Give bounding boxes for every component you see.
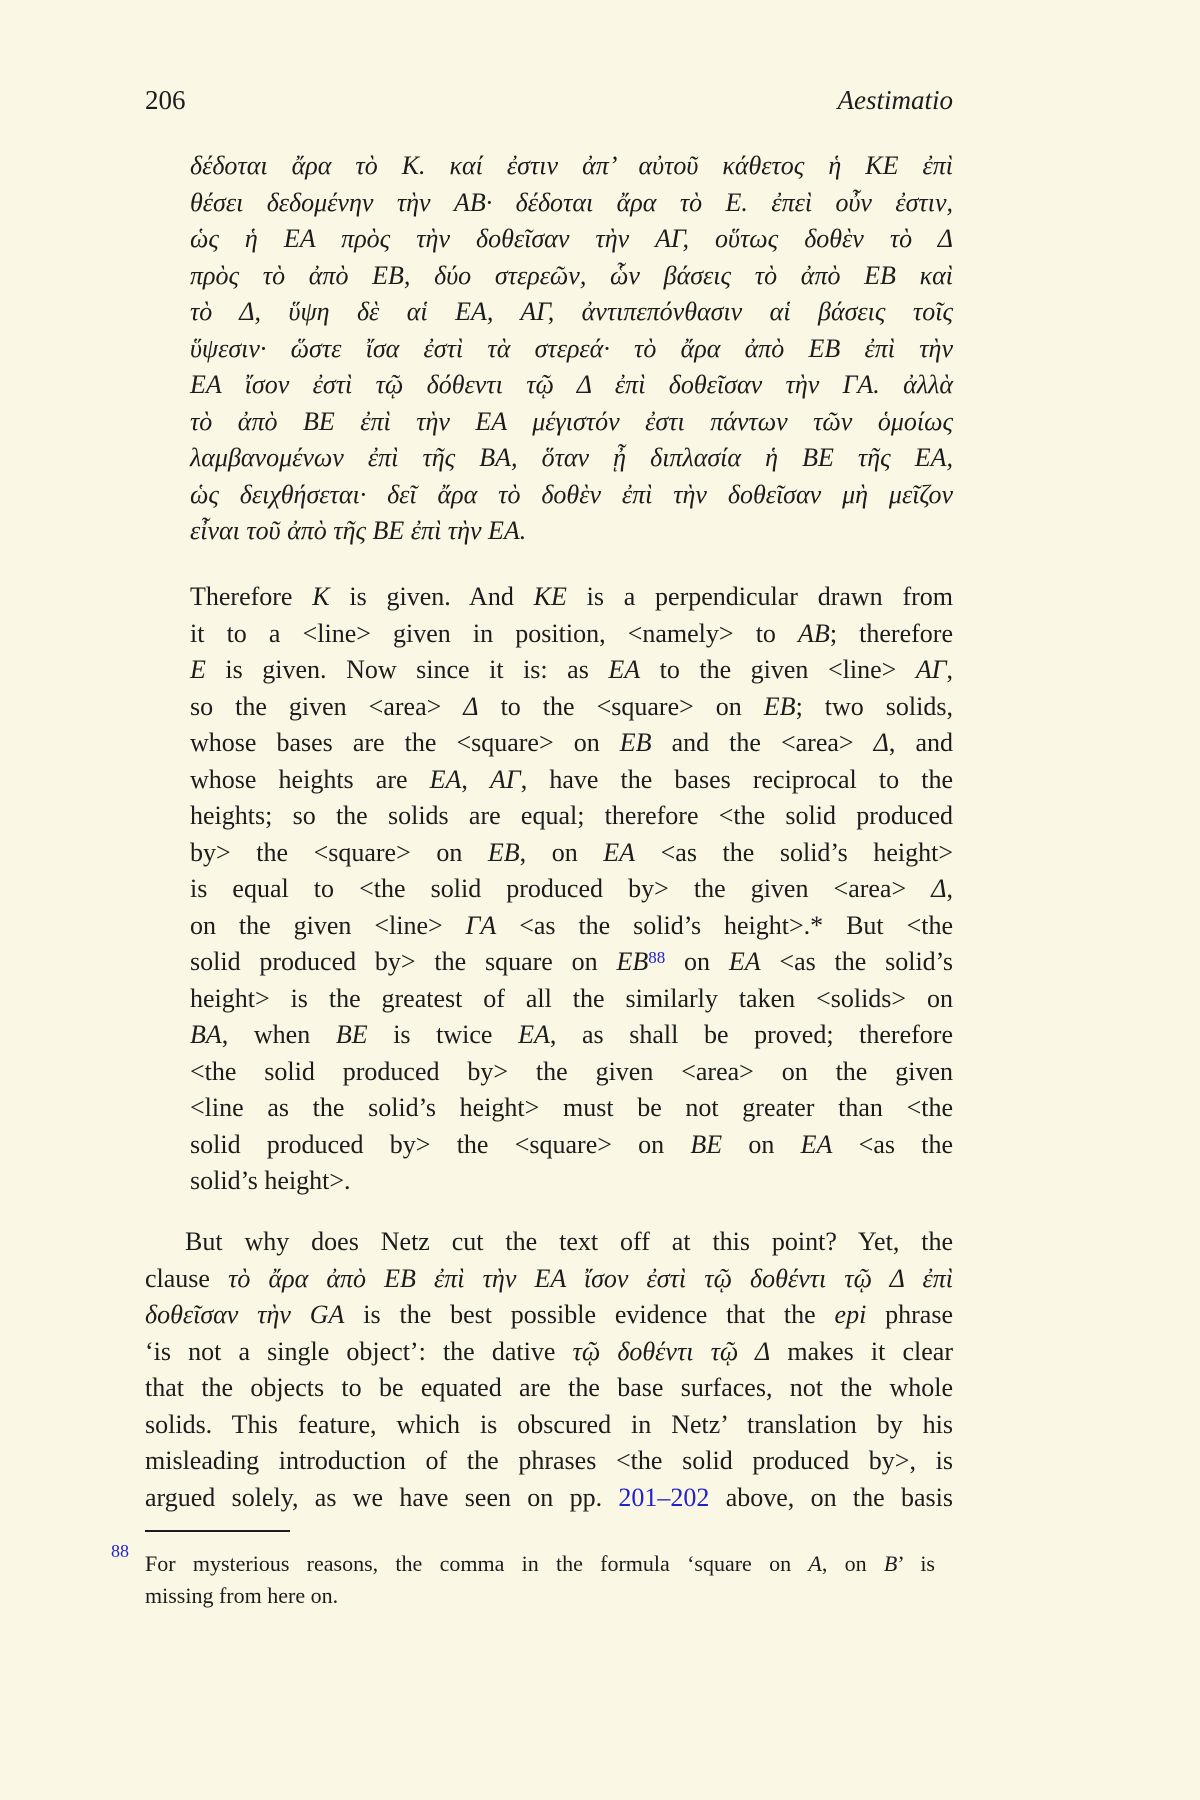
english-translation-block	[190, 579, 953, 1200]
text-line	[190, 871, 953, 908]
text-segment: whose heights are	[190, 764, 430, 794]
math-italic: A	[808, 1551, 822, 1576]
text-line	[190, 294, 953, 331]
text-segment: πρὸς τὸ ἀπὸ EB, δύο στερεῶν, ὧν βάσεις τὸ ἀπὸ EB καὶ	[190, 260, 953, 290]
math-italic: δοθεῖσαν τὴν GA	[145, 1300, 345, 1329]
text-segment: , and	[888, 728, 953, 757]
math-italic: epi	[834, 1300, 867, 1329]
footnote	[111, 1541, 935, 1612]
text-line	[145, 1297, 953, 1334]
text-segment: misleading introduction of the phrases <the solid produced by>, is	[145, 1446, 953, 1475]
text-segment: is given. And	[329, 582, 534, 611]
math-italic: EA	[429, 764, 462, 794]
text-line	[190, 725, 953, 762]
text-line	[145, 1334, 953, 1371]
text-segment: on the given <line>	[190, 910, 466, 940]
footnote-rule	[145, 1530, 290, 1532]
text-segment: height> is the greatest of all the similarly taken <solids> on	[190, 983, 953, 1013]
text-segment: whose bases are the <square> on	[190, 728, 620, 757]
text-line	[190, 440, 953, 477]
text-segment: solid’s height>.	[190, 1166, 351, 1195]
text-line	[145, 1548, 935, 1580]
text-line	[190, 1127, 953, 1164]
text-segment: <as the solid’s height>	[635, 837, 953, 867]
commentary-paragraph	[145, 1224, 953, 1516]
text-line	[190, 185, 953, 222]
text-line	[190, 798, 953, 835]
text-segment: For mysterious reasons, the comma in the formula ‘square on	[145, 1551, 809, 1576]
text-segment: ’ is	[897, 1551, 935, 1576]
text-line	[190, 367, 953, 404]
math-italic: EA	[603, 837, 636, 867]
text-line	[145, 1370, 953, 1407]
text-segment: is a perpendicular drawn from	[566, 582, 953, 611]
math-italic: AΓ	[915, 655, 947, 684]
text-line	[145, 1261, 953, 1298]
text-segment: ; two solids,	[795, 691, 953, 721]
text-line	[190, 1163, 953, 1200]
text-line	[145, 1580, 935, 1612]
footnote-marker-link[interactable]: 88	[111, 1541, 129, 1561]
text-segment: ὡς δειχθήσεται· δεῖ ἄρα τὸ δοθὲν ἐπὶ τὴν δοθεῖσαν μὴ μεῖζον	[190, 479, 953, 509]
text-line	[190, 513, 953, 550]
text-segment: ὡς ἡ EA πρὸς τὴν δοθεῖσαν τὴν AΓ, οὕτως δοθὲν τὸ Δ	[190, 224, 953, 253]
text-segment: solid produced by> the square on	[190, 947, 617, 976]
text-segment: is equal to <the solid produced by> the given <area>	[190, 874, 932, 903]
text-line	[145, 1407, 953, 1444]
math-italic: Δ	[463, 691, 479, 721]
text-line	[190, 1054, 953, 1091]
text-segment: δέδοται ἄρα τὸ K. καί ἐστιν ἀπ’ αὐτοῦ κάθετος ἡ KE ἐπὶ	[190, 151, 953, 180]
math-italic: EB	[616, 947, 649, 976]
text-segment: <as the solid’s	[760, 947, 954, 976]
text-line	[190, 944, 953, 981]
math-italic: EB	[763, 691, 796, 721]
text-line	[145, 1443, 953, 1480]
footnote-text	[145, 1548, 935, 1612]
math-italic: ΓA	[465, 910, 497, 940]
text-segment: clause	[145, 1263, 229, 1293]
text-line	[190, 1017, 953, 1054]
text-segment: makes it clear	[770, 1336, 953, 1366]
math-italic: BE	[690, 1129, 723, 1159]
text-segment: λαμβανομένων ἐπὶ τῆς BA, ὅταν ᾖ διπλασία ἡ BE τῆς EA,	[190, 443, 953, 472]
text-segment: so the given <area>	[190, 691, 464, 721]
text-segment: But why does Netz cut the text off at this point? Yet, the	[185, 1227, 953, 1256]
math-italic: BA	[190, 1020, 222, 1049]
text-segment: τὸ Δ, ὕψη δὲ αἱ EA, AΓ, ἀντιπεπόνθασιν αἱ βάσεις τοῖς	[190, 297, 953, 326]
text-line	[190, 258, 953, 295]
text-segment: , when	[221, 1020, 336, 1049]
text-segment: on	[722, 1129, 801, 1159]
math-italic: BE	[335, 1020, 368, 1049]
text-segment: ‘is not a single object’: the dative	[145, 1336, 573, 1366]
text-line	[190, 981, 953, 1018]
text-segment: missing from here on.	[145, 1583, 339, 1608]
page-range-link[interactable]: 201–202	[618, 1482, 710, 1512]
text-line	[190, 835, 953, 872]
text-segment: argued solely, as we have seen on pp.	[145, 1482, 619, 1512]
text-line	[190, 404, 953, 441]
math-italic: KE	[533, 582, 567, 611]
text-line	[145, 1224, 953, 1261]
math-italic: Δ	[931, 874, 947, 903]
math-italic: τῷ δοθέντι τῷ Δ	[572, 1336, 771, 1366]
text-segment: to the <square> on	[478, 691, 764, 721]
text-segment: is the best possible evidence that the	[344, 1300, 835, 1329]
text-segment: , have the bases reciprocal to the	[520, 764, 953, 794]
text-segment: ; therefore	[829, 618, 953, 648]
text-segment: heights; so the solids are equal; therefore <the solid produced	[190, 801, 953, 830]
text-line	[190, 221, 953, 258]
text-line	[190, 1090, 953, 1127]
text-line	[190, 148, 953, 185]
text-line	[190, 477, 953, 514]
text-segment: phrase	[866, 1300, 953, 1329]
text-segment: to the given <line>	[640, 655, 916, 684]
page-number: 206	[145, 85, 186, 115]
running-header	[145, 84, 953, 116]
text-segment: <as the solid’s height>.* But <the	[496, 910, 954, 940]
footnote-ref-link[interactable]: 88	[648, 948, 666, 967]
math-italic: K	[312, 582, 330, 611]
text-segment: <the solid produced by> the given <area> on the given	[190, 1056, 953, 1086]
text-segment: εἶναι τοῦ ἀπὸ τῆς BE ἐπὶ τὴν EA.	[190, 516, 527, 545]
journal-title: Aestimatio	[837, 85, 953, 115]
text-segment: above, on the basis	[709, 1482, 953, 1512]
text-line	[190, 689, 953, 726]
math-italic: EB	[619, 728, 652, 757]
text-segment: τὸ ἀπὸ BE ἐπὶ τὴν EA μέγιστόν ἐστι πάντων τῶν ὁμοίως	[190, 406, 953, 436]
text-segment: ,	[461, 764, 491, 794]
text-line	[190, 762, 953, 799]
text-segment: θέσει δεδομένην τὴν AB· δέδοται ἄρα τὸ E. ἐπεὶ οὖν ἐστιν,	[190, 187, 953, 217]
math-italic: EA	[518, 1020, 550, 1049]
text-segment: <line as the solid’s height> must be not greater than <the	[190, 1093, 953, 1122]
text-segment: solid produced by> the <square> on	[190, 1129, 691, 1159]
text-segment: solids. This feature, which is obscured in Netz’ translation by his	[145, 1409, 953, 1439]
text-segment: Therefore	[190, 582, 313, 611]
text-segment: , on	[821, 1551, 884, 1576]
math-italic: AB	[798, 618, 830, 648]
text-line	[190, 652, 953, 689]
text-segment: is given. Now since it is: as	[205, 655, 609, 684]
text-line	[190, 616, 953, 653]
text-segment: ὕψεσιν· ὥστε ἴσα ἐστὶ τὰ στερεά· τὸ ἄρα ἀπὸ EB ἐπὶ τὴν	[190, 333, 953, 363]
math-italic: Δ	[873, 728, 889, 757]
math-italic: τὸ ἄρα ἀπὸ EB ἐπὶ τὴν EA ἴσον ἐστὶ τῷ δοθέντι τῷ Δ ἐπὶ	[228, 1263, 954, 1293]
text-line	[190, 579, 953, 616]
math-italic: EA	[800, 1129, 833, 1159]
text-segment: , on	[519, 837, 604, 867]
greek-quotation-block	[190, 148, 953, 550]
math-italic: E	[190, 655, 206, 684]
math-italic: EA	[608, 655, 641, 684]
text-segment: and the <area>	[651, 728, 874, 757]
text-segment: is twice	[367, 1020, 519, 1049]
text-line	[145, 1480, 953, 1517]
text-segment: by> the <square> on	[190, 837, 488, 867]
text-segment: ,	[946, 874, 953, 903]
text-line	[190, 908, 953, 945]
math-italic: AΓ	[490, 764, 521, 794]
math-italic: EB	[487, 837, 520, 867]
math-italic: EA	[728, 947, 761, 976]
text-segment: ,	[946, 655, 953, 684]
text-line	[190, 331, 953, 368]
text-segment: on	[665, 947, 729, 976]
text-segment: EA ἴσον ἐστὶ τῷ δόθεντι τῷ Δ ἐπὶ δοθεῖσαν τὴν ΓA. ἀλλὰ	[190, 370, 953, 399]
text-segment: that the objects to be equated are the base surfaces, not the whole	[145, 1373, 953, 1402]
text-segment: <as the	[832, 1129, 953, 1159]
math-italic: B	[883, 1551, 898, 1576]
text-segment: it to a <line> given in position, <namely> to	[190, 618, 799, 648]
text-segment: , as shall be proved; therefore	[549, 1020, 953, 1049]
